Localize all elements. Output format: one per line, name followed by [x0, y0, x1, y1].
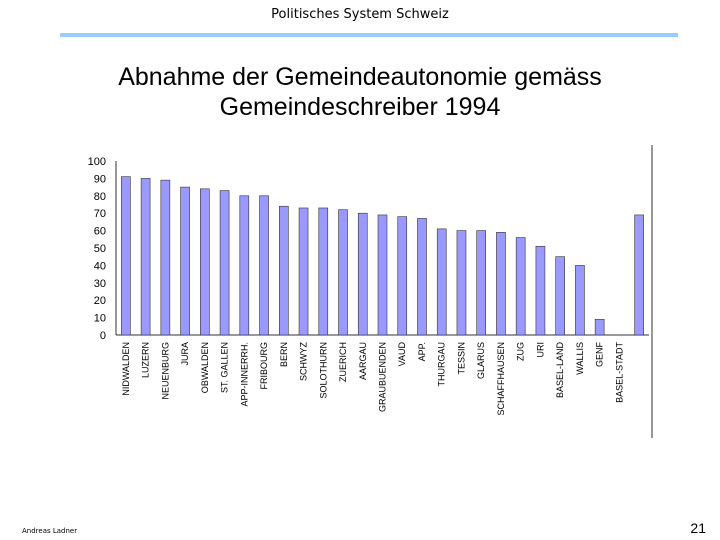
slide-title-line1: Abnahme der Gemeindeautonomie gemäss — [118, 63, 602, 91]
bar — [496, 232, 505, 335]
bar — [398, 217, 407, 335]
x-tick-label: GENF — [594, 342, 605, 368]
y-tick-label: 0 — [99, 330, 106, 342]
x-tick-label: THURGAU — [436, 342, 447, 387]
y-tick-label: 10 — [93, 312, 106, 325]
x-tick-label: ZUG — [515, 342, 526, 361]
x-tick-label: NIDWALDEN — [120, 342, 131, 396]
bar — [181, 187, 190, 335]
x-tick-label: SCHWYZ — [298, 342, 309, 381]
bar — [299, 208, 308, 335]
bar — [595, 319, 604, 335]
bar — [437, 229, 446, 335]
x-tick-label: BASEL-LAND — [555, 342, 566, 399]
x-tick-label: GLARUS — [476, 342, 487, 380]
x-tick-label: BERN — [278, 342, 289, 368]
x-tick-label: TESSIN — [456, 342, 467, 375]
bar — [319, 208, 328, 335]
x-tick-label: AARGAU — [357, 342, 368, 381]
x-tick-label: SCHAFFHAUSEN — [495, 342, 506, 416]
y-tick-label: 40 — [93, 260, 106, 273]
bar — [260, 196, 269, 335]
x-tick-label: ST. GALLEN — [219, 342, 230, 394]
bar — [477, 231, 486, 335]
bar — [220, 191, 229, 335]
bar — [161, 180, 170, 335]
x-tick-label: URI — [535, 342, 546, 358]
y-tick-label: 20 — [93, 295, 106, 308]
x-tick-label: OBWALDEN — [199, 342, 210, 394]
x-tick-label: WALLIS — [574, 342, 585, 375]
x-tick-label: SOLOTHURN — [318, 342, 329, 399]
bar — [536, 246, 545, 335]
x-tick-label: VAUD — [397, 342, 408, 367]
bar — [635, 215, 644, 335]
bar — [556, 257, 565, 335]
bar — [339, 210, 348, 335]
y-tick-label: 70 — [93, 208, 106, 221]
y-tick-label: 50 — [93, 243, 106, 255]
y-tick-label: 100 — [87, 156, 106, 168]
bar — [358, 213, 367, 335]
x-tick-label: FRIBOURG — [259, 342, 270, 390]
y-tick-label: 90 — [93, 173, 106, 186]
x-tick-label: NEUENBURG — [160, 342, 171, 400]
y-tick-label: 30 — [93, 277, 106, 290]
bar — [417, 218, 426, 335]
bar — [575, 265, 584, 335]
bar — [516, 238, 525, 335]
x-tick-label: BASEL-STADT — [614, 342, 625, 403]
page-number: 21 — [690, 520, 706, 536]
x-tick-label: APP-INNERRH. — [239, 342, 250, 407]
y-tick-label: 80 — [93, 190, 106, 203]
x-tick-label: JURA — [180, 342, 191, 366]
header-title: Politisches System Schweiz — [271, 7, 449, 22]
bar — [279, 206, 288, 335]
y-tick-label: 60 — [93, 225, 106, 238]
x-tick-label: GRAUBUENDEN — [377, 342, 388, 413]
bar — [457, 231, 466, 335]
bar — [378, 215, 387, 335]
x-tick-label: LUZERN — [140, 342, 151, 379]
footer-author: Andreas Ladner — [22, 527, 78, 535]
bar — [121, 177, 130, 335]
slide-title-line2: Gemeindeschreiber 1994 — [219, 93, 501, 121]
x-tick-label: ZUERICH — [338, 342, 349, 382]
bar — [240, 196, 249, 335]
x-tick-label: APP. — [416, 342, 427, 362]
bar — [200, 189, 209, 335]
bar — [141, 178, 150, 335]
